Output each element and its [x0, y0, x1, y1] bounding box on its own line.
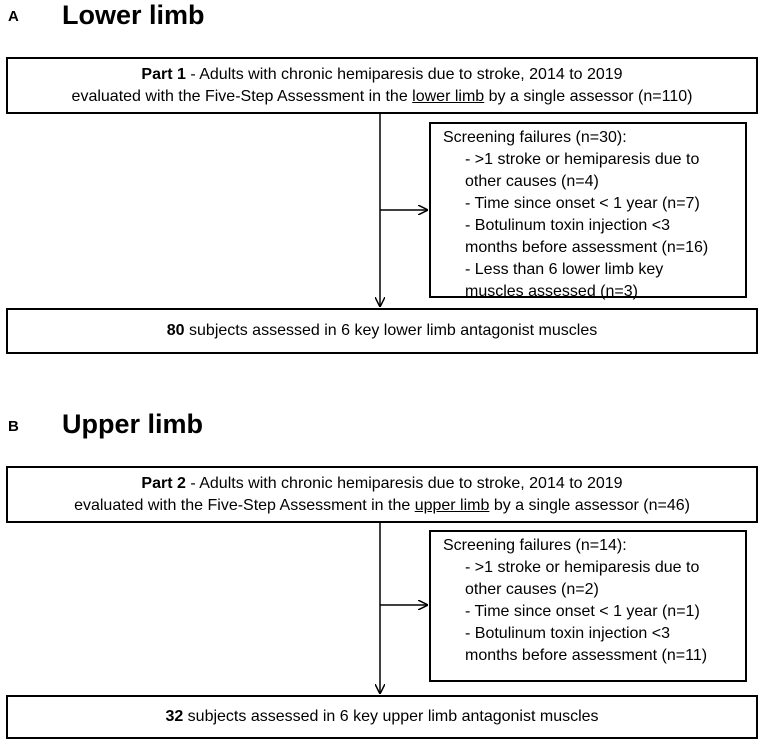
screening-a-item: - Less than 6 lower limb key	[465, 261, 664, 278]
part1-line2-pre: evaluated with the Five-Step Assessment in the	[71, 88, 413, 105]
part2-label: Part 2	[141, 475, 186, 492]
result-b-text: subjects assessed in 6 key upper limb antagonist muscles	[183, 708, 599, 725]
result-b-count: 32	[165, 708, 184, 725]
screening-a-item-cont: months before assessment (n=16)	[465, 239, 709, 256]
panel-b-letter: B	[8, 418, 19, 435]
screening-a-title: Screening failures (n=30):	[443, 129, 627, 146]
result-a-count: 80	[166, 322, 185, 339]
part1-limb-underlined: lower limb	[412, 88, 485, 105]
part1-label: Part 1	[141, 66, 186, 83]
panel-b-title: Upper limb	[62, 409, 204, 439]
screening-b-item-cont: other causes (n=2)	[465, 581, 599, 598]
panel-a-title: Lower limb	[62, 0, 205, 30]
screening-b-item: - Botulinum toxin injection <3	[465, 625, 670, 642]
part1-line1-text: - Adults with chronic hemiparesis due to stroke, 2014 to 2019	[185, 66, 623, 83]
screening-a-item-cont: other causes (n=4)	[465, 173, 599, 190]
part2-line2-post: by a single assessor (n=46)	[489, 497, 690, 514]
screening-b-item-cont: months before assessment (n=11)	[465, 647, 708, 664]
screening-a-item: - Botulinum toxin injection <3	[465, 217, 670, 234]
part1-line2-post: by a single assessor (n=110)	[484, 88, 693, 105]
part2-line1-text: - Adults with chronic hemiparesis due to stroke, 2014 to 2019	[185, 475, 623, 492]
screening-b-title: Screening failures (n=14):	[443, 537, 627, 554]
screening-a-item: - Time since onset < 1 year (n=7)	[465, 195, 700, 212]
part2-limb-underlined: upper limb	[414, 497, 490, 514]
result-a-text: subjects assessed in 6 key lower limb antagonist muscles	[184, 322, 598, 339]
screening-b-item: - >1 stroke or hemiparesis due to	[465, 559, 700, 576]
screening-a-item: - >1 stroke or hemiparesis due to	[465, 151, 700, 168]
part2-line2-pre: evaluated with the Five-Step Assessment in the	[74, 497, 415, 514]
screening-b-item: - Time since onset < 1 year (n=1)	[465, 603, 700, 620]
screening-a-item-cont: muscles assessed (n=3)	[465, 283, 638, 300]
panel-a-letter: A	[8, 8, 19, 25]
